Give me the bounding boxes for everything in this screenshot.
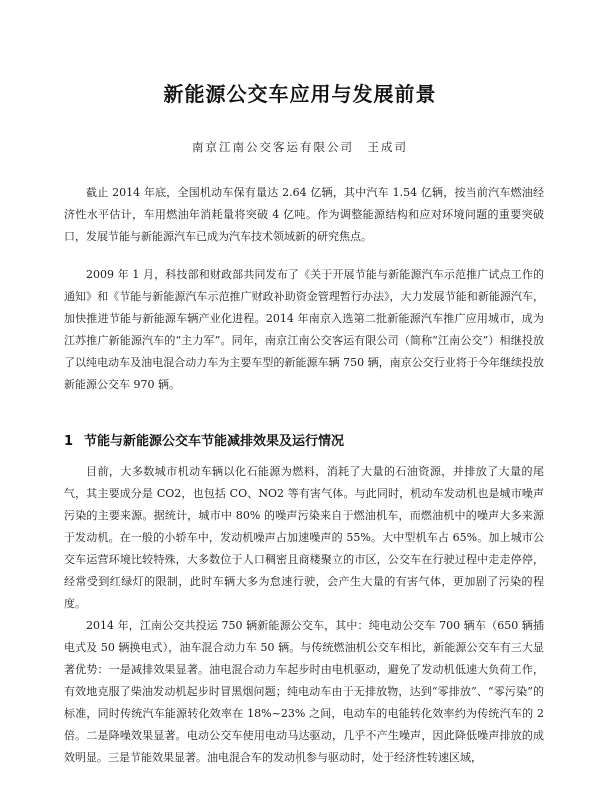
- author-line: 南京江南公交客运有限公司 王成司: [192, 140, 408, 154]
- section-paragraph-2: 2014 年，江南公交共投运 750 辆新能源公交车，其中：纯电动公交车 700 辆车（650 辆插电式及 50 辆换电式），油车混合动力车 50 辆。与传统燃油机公交车相比，新能源公交车有三大显著优势：一是减排效果显著。油电混合动力车起步时由电机驱动，避免了发动机低速大负荷工作，有效地克服了柴油发动机起步时冒黑烟问题；纯电动车由于无排放物，达到“零排放”、“零污染”的标准，同时传统汽车能源转化效率在 18%~23% 之间，电动车的电能转化效率约为传统汽车的 2 倍。二是降噪效果显著。电动公交车使用电动马达驱动，几乎不产生噪声，因此降低噪声排放的成效明显。三是节能效果显著。油电混合车的发动机参与驱动时，处于经济性转速区域，: [64, 619, 544, 764]
- intro-paragraph-2: 2009 年 1 月，科技部和财政部共同发布了《关于开展节能与新能源汽车示范推广试点工作的通知》和《节能与新能源汽车示范推广财政补助资金管理暂行办法》，大力发展节能和新能源汽车，加快推进节能与新能源车辆产业化进程。2014 年南京入选第二批新能源汽车推广应用城市，成为江苏推广新能源汽车的“主力军”。同年，南京江南公交客运有限公司（简称“江南公交”）相继投放了以纯电动车及油电混合动力车为主要车型的新能源车辆 750 辆，南京公交行业将于今年继续投放新能源公交车 970 辆。: [64, 268, 544, 391]
- intro-paragraph-1: 截止 2014 年底，全国机动车保有量达 2.64 亿辆，其中汽车 1.54 亿辆，按当前汽车燃油经济性水平估计，车用燃油年消耗量将突破 4 亿吨。作为调整能源结构和应对环境问题的重要突破口，发展节能与新能源汽车已成为汽车技术领域新的研究焦点。: [64, 186, 544, 243]
- section-heading: [64, 430, 544, 449]
- section-title: 节能与新能源公交车节能减排效果及运行情况: [84, 434, 345, 449]
- page-marker: [297, 750, 304, 764]
- section-number: 1: [64, 434, 74, 449]
- page-title: 新能源公交车应用与发展前景: [163, 82, 437, 106]
- section-paragraph-1: 目前，大多数城市机动车辆以化石能源为燃料，消耗了大量的石油资源，并排放了大量的尾气，其主要成分是 CO2，也包括 CO、NO2 等有害气体。与此同时，机动车发动机也是城市噪声污染的主要来源。据统计，城市中 80% 的噪声污染来自于燃油机车，而燃油机中的噪声大多来源于发动机。在一般的小轿车中，发动机噪声占加速噪声的 55%。大中型机车占 65%。加上城市公交车运营环境比较特殊，大多数位于人口稠密且商楼聚立的市区，公交车在行驶过程中走走停停，经常受到红绿灯的限制，此时车辆大多为怠速行驶，会产生大量的有害气体，更加剧了污染的程度。: [64, 465, 544, 610]
